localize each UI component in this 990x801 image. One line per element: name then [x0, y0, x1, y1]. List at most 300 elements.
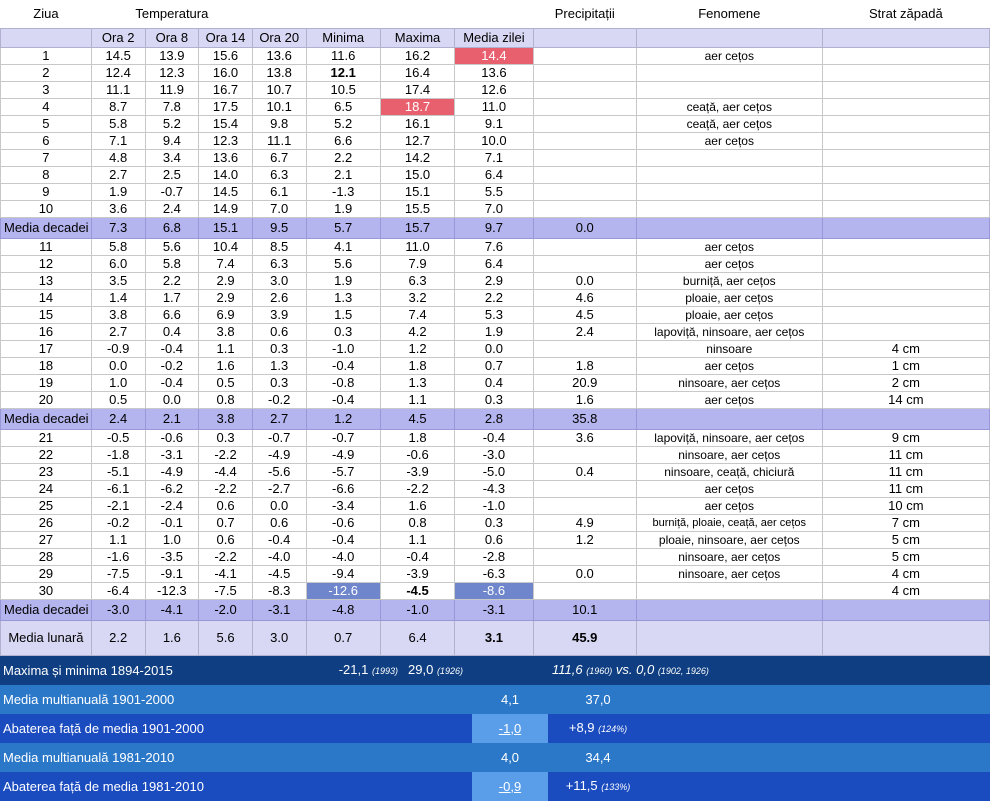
day-number: 21: [1, 430, 92, 447]
day-max: 1.1: [380, 532, 454, 549]
decade-o20: -3.1: [252, 600, 306, 621]
table-row: [1, 392, 990, 409]
table-row: [1, 464, 990, 481]
day-o20: -8.3: [252, 583, 306, 600]
day-phenomena: aer cețos: [636, 48, 822, 65]
day-min: 1.5: [306, 307, 380, 324]
day-snow: 7 cm: [822, 515, 989, 532]
day-snow: [822, 150, 989, 167]
day-o20: 7.0: [252, 201, 306, 218]
day-o14: 17.5: [199, 99, 253, 116]
day-o2: 14.5: [91, 48, 145, 65]
day-snow: [822, 65, 989, 82]
day-o8: 2.4: [145, 201, 199, 218]
day-o14: -2.2: [199, 447, 253, 464]
table-row: [1, 341, 990, 358]
day-snow: [822, 82, 989, 99]
day-o14: -2.2: [199, 549, 253, 566]
day-o20: 13.8: [252, 65, 306, 82]
header-media-zilei: Media zilei: [455, 29, 533, 48]
summary-extremes-prec-year: (1960): [586, 666, 613, 676]
day-precipitation: [533, 498, 636, 515]
day-o14: 14.0: [199, 167, 253, 184]
day-avg: 13.6: [455, 65, 533, 82]
day-o20: 10.7: [252, 82, 306, 99]
summary-extremes-prec-vs-year: (1902, 1926): [657, 666, 709, 676]
day-o14: 0.7: [199, 515, 253, 532]
summary-mm2-temp: 4,0: [472, 743, 548, 772]
day-o20: 0.3: [252, 375, 306, 392]
day-snow: [822, 116, 989, 133]
day-precipitation: [533, 150, 636, 167]
day-phenomena: aer cețos: [636, 239, 822, 256]
day-precipitation: 2.4: [533, 324, 636, 341]
day-avg: 0.6: [455, 532, 533, 549]
day-min: 12.1: [306, 65, 380, 82]
day-o2: 1.9: [91, 184, 145, 201]
day-avg: 7.0: [455, 201, 533, 218]
table-row: [1, 150, 990, 167]
day-o2: 0.5: [91, 392, 145, 409]
day-o14: 2.9: [199, 273, 253, 290]
day-phenomena: aer cețos: [636, 481, 822, 498]
day-o20: -2.7: [252, 481, 306, 498]
day-o14: 1.6: [199, 358, 253, 375]
monthly-o2: 2.2: [91, 621, 145, 656]
day-precipitation: 4.6: [533, 290, 636, 307]
day-number: 26: [1, 515, 92, 532]
table-row: [1, 116, 990, 133]
day-avg: 5.3: [455, 307, 533, 324]
day-phenomena: aer cețos: [636, 392, 822, 409]
day-phenomena: [636, 65, 822, 82]
day-precipitation: [533, 82, 636, 99]
day-min: -0.4: [306, 358, 380, 375]
day-number: 1: [1, 48, 92, 65]
day-o14: 0.8: [199, 392, 253, 409]
day-avg: 0.3: [455, 515, 533, 532]
day-phenomena: ninsoare, aer cețos: [636, 447, 822, 464]
day-o8: -9.1: [145, 566, 199, 583]
monthly-max: 6.4: [380, 621, 454, 656]
day-o14: 0.6: [199, 498, 253, 515]
day-o20: 0.6: [252, 324, 306, 341]
header-temperatura: Temperatura: [135, 6, 209, 21]
day-o14: -2.2: [199, 481, 253, 498]
table-row: [1, 566, 990, 583]
summary-ab2-label: Abaterea față de media 1981-2010: [0, 772, 472, 801]
day-o8: 3.4: [145, 150, 199, 167]
day-max: 1.1: [380, 392, 454, 409]
day-number: 30: [1, 583, 92, 600]
summary-extremes-min-year: (1993): [371, 666, 398, 676]
summary-mm2-row: [0, 743, 990, 772]
day-min: 2.1: [306, 167, 380, 184]
day-o2: -0.9: [91, 341, 145, 358]
monthly-prec: 45.9: [533, 621, 636, 656]
day-max: -3.9: [380, 566, 454, 583]
monthly-o14: 5.6: [199, 621, 253, 656]
day-min: -5.7: [306, 464, 380, 481]
day-min: 11.6: [306, 48, 380, 65]
table-row: [1, 430, 990, 447]
day-min: -0.8: [306, 375, 380, 392]
day-o20: 3.9: [252, 307, 306, 324]
day-o20: 2.6: [252, 290, 306, 307]
day-max: 1.8: [380, 358, 454, 375]
day-max: 1.2: [380, 341, 454, 358]
day-o14: 0.3: [199, 430, 253, 447]
day-o20: 0.6: [252, 515, 306, 532]
decade-o2: -3.0: [91, 600, 145, 621]
day-o2: 1.4: [91, 290, 145, 307]
table-row: [1, 358, 990, 375]
day-avg: 1.9: [455, 324, 533, 341]
summary-ab2-pct: (133%): [601, 782, 631, 792]
table-row: [1, 256, 990, 273]
day-phenomena: ninsoare, aer cețos: [636, 566, 822, 583]
day-min: 1.9: [306, 201, 380, 218]
table-row: [1, 99, 990, 116]
day-max: 16.2: [380, 48, 454, 65]
day-o2: -0.2: [91, 515, 145, 532]
day-number: 28: [1, 549, 92, 566]
day-o2: 4.8: [91, 150, 145, 167]
day-min: 1.9: [306, 273, 380, 290]
header-row-2: [1, 29, 990, 48]
day-min: -12.6: [306, 583, 380, 600]
day-precipitation: 4.5: [533, 307, 636, 324]
day-phenomena: [636, 583, 822, 600]
day-o8: -0.7: [145, 184, 199, 201]
day-o2: 1.1: [91, 532, 145, 549]
day-max: 6.3: [380, 273, 454, 290]
summary-extremes-label: Maxima și minima 1894-2015: [0, 656, 300, 685]
decade-average-row: [1, 409, 990, 430]
day-o14: 6.9: [199, 307, 253, 324]
table-row: [1, 549, 990, 566]
day-avg: -2.8: [455, 549, 533, 566]
table-row: [1, 532, 990, 549]
table-row: [1, 324, 990, 341]
day-o8: 2.5: [145, 167, 199, 184]
day-phenomena: aer cețos: [636, 256, 822, 273]
day-number: 27: [1, 532, 92, 549]
day-precipitation: [533, 256, 636, 273]
summary-mm2-prec: 34,4: [548, 743, 648, 772]
table-row: [1, 48, 990, 65]
day-min: -1.0: [306, 341, 380, 358]
day-phenomena: ploaie, aer cețos: [636, 307, 822, 324]
day-o2: 5.8: [91, 116, 145, 133]
day-number: 9: [1, 184, 92, 201]
day-o2: -6.1: [91, 481, 145, 498]
day-o20: 1.3: [252, 358, 306, 375]
decade-o14: -2.0: [199, 600, 253, 621]
summary-extremes-row: [0, 656, 990, 685]
day-number: 14: [1, 290, 92, 307]
day-o14: -4.1: [199, 566, 253, 583]
decade-o2: 2.4: [91, 409, 145, 430]
day-snow: 10 cm: [822, 498, 989, 515]
day-o2: 3.6: [91, 201, 145, 218]
summary-ab2-row: [0, 772, 990, 801]
day-o8: -3.5: [145, 549, 199, 566]
day-o20: 11.1: [252, 133, 306, 150]
day-number: 6: [1, 133, 92, 150]
day-o14: -7.5: [199, 583, 253, 600]
day-o14: 13.6: [199, 150, 253, 167]
decade-label: Media decadei: [1, 218, 92, 239]
table-row: [1, 65, 990, 82]
day-number: 16: [1, 324, 92, 341]
day-o20: 0.3: [252, 341, 306, 358]
day-max: 1.8: [380, 430, 454, 447]
day-o20: -4.5: [252, 566, 306, 583]
summary-extremes-max-year: (1926): [436, 666, 463, 676]
day-max: 7.4: [380, 307, 454, 324]
day-min: 5.2: [306, 116, 380, 133]
day-avg: 7.6: [455, 239, 533, 256]
day-precipitation: [533, 133, 636, 150]
decade-max: 4.5: [380, 409, 454, 430]
day-snow: [822, 99, 989, 116]
day-o20: 10.1: [252, 99, 306, 116]
day-max: 16.4: [380, 65, 454, 82]
table-row: [1, 481, 990, 498]
day-number: 13: [1, 273, 92, 290]
day-number: 2: [1, 65, 92, 82]
header-fenomene: Fenomene: [698, 6, 761, 21]
day-snow: 11 cm: [822, 481, 989, 498]
day-avg: 6.4: [455, 256, 533, 273]
day-o14: 10.4: [199, 239, 253, 256]
day-precipitation: [533, 167, 636, 184]
day-phenomena: ceață, aer cețos: [636, 99, 822, 116]
day-precipitation: [533, 116, 636, 133]
day-max: 15.1: [380, 184, 454, 201]
day-avg: -0.4: [455, 430, 533, 447]
day-number: 8: [1, 167, 92, 184]
decade-o8: 2.1: [145, 409, 199, 430]
day-o20: 8.5: [252, 239, 306, 256]
table-row: [1, 184, 990, 201]
day-o8: 7.8: [145, 99, 199, 116]
day-max: 16.1: [380, 116, 454, 133]
table-row: [1, 133, 990, 150]
day-min: -9.4: [306, 566, 380, 583]
day-precipitation: [533, 65, 636, 82]
header-ziua: Ziua: [33, 6, 59, 21]
day-number: 3: [1, 82, 92, 99]
day-snow: 4 cm: [822, 566, 989, 583]
day-snow: [822, 48, 989, 65]
day-o14: -4.4: [199, 464, 253, 481]
decade-min: 5.7: [306, 218, 380, 239]
day-avg: 5.5: [455, 184, 533, 201]
day-phenomena: burniță, aer cețos: [636, 273, 822, 290]
day-o20: 3.0: [252, 273, 306, 290]
summary-ab2-temp: -0,9: [498, 778, 522, 794]
day-snow: [822, 273, 989, 290]
day-o2: 3.8: [91, 307, 145, 324]
day-max: -0.4: [380, 549, 454, 566]
table-row: [1, 307, 990, 324]
decade-average-row: [1, 218, 990, 239]
day-o8: -0.2: [145, 358, 199, 375]
day-min: 6.6: [306, 133, 380, 150]
day-o8: 2.2: [145, 273, 199, 290]
day-phenomena: [636, 167, 822, 184]
day-max: 14.2: [380, 150, 454, 167]
day-min: 10.5: [306, 82, 380, 99]
decade-max: -1.0: [380, 600, 454, 621]
header-ora20: Ora 20: [252, 29, 306, 48]
day-snow: 1 cm: [822, 358, 989, 375]
day-number: 10: [1, 201, 92, 218]
summary-ab2-prec: +11,5: [565, 778, 598, 793]
day-snow: 5 cm: [822, 532, 989, 549]
header-ora14: Ora 14: [199, 29, 253, 48]
day-min: 4.1: [306, 239, 380, 256]
day-o8: -0.1: [145, 515, 199, 532]
day-precipitation: [533, 549, 636, 566]
decade-avg: 9.7: [455, 218, 533, 239]
day-o8: -0.6: [145, 430, 199, 447]
day-max: 4.2: [380, 324, 454, 341]
table-row: [1, 201, 990, 218]
decade-o14: 15.1: [199, 218, 253, 239]
day-phenomena: ninsoare, ceață, chiciură: [636, 464, 822, 481]
day-min: -3.4: [306, 498, 380, 515]
day-avg: 2.9: [455, 273, 533, 290]
day-o14: 0.5: [199, 375, 253, 392]
day-o20: 0.0: [252, 498, 306, 515]
day-o2: 3.5: [91, 273, 145, 290]
day-avg: 0.4: [455, 375, 533, 392]
day-snow: 14 cm: [822, 392, 989, 409]
day-avg: 10.0: [455, 133, 533, 150]
day-snow: [822, 324, 989, 341]
day-avg: -5.0: [455, 464, 533, 481]
day-o2: 8.7: [91, 99, 145, 116]
day-number: 11: [1, 239, 92, 256]
day-o14: 3.8: [199, 324, 253, 341]
day-snow: [822, 201, 989, 218]
day-number: 5: [1, 116, 92, 133]
day-avg: 2.2: [455, 290, 533, 307]
table-row: [1, 583, 990, 600]
day-o2: 7.1: [91, 133, 145, 150]
day-o8: 6.6: [145, 307, 199, 324]
decade-max: 15.7: [380, 218, 454, 239]
day-o14: 7.4: [199, 256, 253, 273]
day-o14: 16.7: [199, 82, 253, 99]
day-phenomena: [636, 82, 822, 99]
day-precipitation: [533, 341, 636, 358]
day-o8: 1.7: [145, 290, 199, 307]
day-number: 17: [1, 341, 92, 358]
summary-mm1-row: [0, 685, 990, 714]
header-precipitatii: Precipitații: [554, 6, 615, 21]
day-avg: 0.7: [455, 358, 533, 375]
day-avg: 12.6: [455, 82, 533, 99]
day-o20: 9.8: [252, 116, 306, 133]
header-ora8: Ora 8: [145, 29, 199, 48]
summary-extremes-max: 29,0: [408, 662, 434, 677]
day-min: -1.3: [306, 184, 380, 201]
summary-ab1-label: Abaterea față de media 1901-2000: [0, 714, 472, 743]
day-o8: -0.4: [145, 341, 199, 358]
day-o8: 5.2: [145, 116, 199, 133]
monthly-min: 0.7: [306, 621, 380, 656]
day-phenomena: [636, 201, 822, 218]
decade-prec: 0.0: [533, 218, 636, 239]
day-precipitation: [533, 481, 636, 498]
day-snow: 9 cm: [822, 430, 989, 447]
monthly-o20: 3.0: [252, 621, 306, 656]
day-min: -0.6: [306, 515, 380, 532]
summary-ab1-row: [0, 714, 990, 743]
day-o20: -4.0: [252, 549, 306, 566]
day-number: 20: [1, 392, 92, 409]
day-o8: -6.2: [145, 481, 199, 498]
day-o2: 1.0: [91, 375, 145, 392]
day-min: -4.9: [306, 447, 380, 464]
day-o14: 14.9: [199, 201, 253, 218]
day-avg: 0.0: [455, 341, 533, 358]
day-precipitation: [533, 583, 636, 600]
day-snow: [822, 290, 989, 307]
day-max: 17.4: [380, 82, 454, 99]
day-avg: -8.6: [455, 583, 533, 600]
day-min: 6.5: [306, 99, 380, 116]
decade-o8: 6.8: [145, 218, 199, 239]
summary-table: [0, 656, 990, 801]
day-snow: 11 cm: [822, 447, 989, 464]
day-number: 12: [1, 256, 92, 273]
day-avg: -3.0: [455, 447, 533, 464]
day-precipitation: 0.4: [533, 464, 636, 481]
day-o2: -0.5: [91, 430, 145, 447]
day-phenomena: aer cețos: [636, 498, 822, 515]
day-precipitation: [533, 239, 636, 256]
day-max: -2.2: [380, 481, 454, 498]
day-o8: 13.9: [145, 48, 199, 65]
day-phenomena: lapoviță, ninsoare, aer cețos: [636, 324, 822, 341]
day-precipitation: 20.9: [533, 375, 636, 392]
day-o8: 5.8: [145, 256, 199, 273]
decade-o14: 3.8: [199, 409, 253, 430]
day-o14: 15.4: [199, 116, 253, 133]
summary-mm2-label: Media multianuală 1981-2010: [0, 743, 472, 772]
summary-extremes-min: -21,1: [338, 662, 369, 677]
day-o2: 12.4: [91, 65, 145, 82]
header-maxima: Maxima: [380, 29, 454, 48]
day-avg: 14.4: [455, 48, 533, 65]
day-max: -4.5: [380, 583, 454, 600]
day-precipitation: [533, 99, 636, 116]
day-max: 1.3: [380, 375, 454, 392]
day-avg: -6.3: [455, 566, 533, 583]
decade-average-row: [1, 600, 990, 621]
decade-min: 1.2: [306, 409, 380, 430]
summary-mm1-prec: 37,0: [548, 685, 648, 714]
table-row: [1, 447, 990, 464]
day-avg: -1.0: [455, 498, 533, 515]
table-row: [1, 273, 990, 290]
day-snow: 2 cm: [822, 375, 989, 392]
